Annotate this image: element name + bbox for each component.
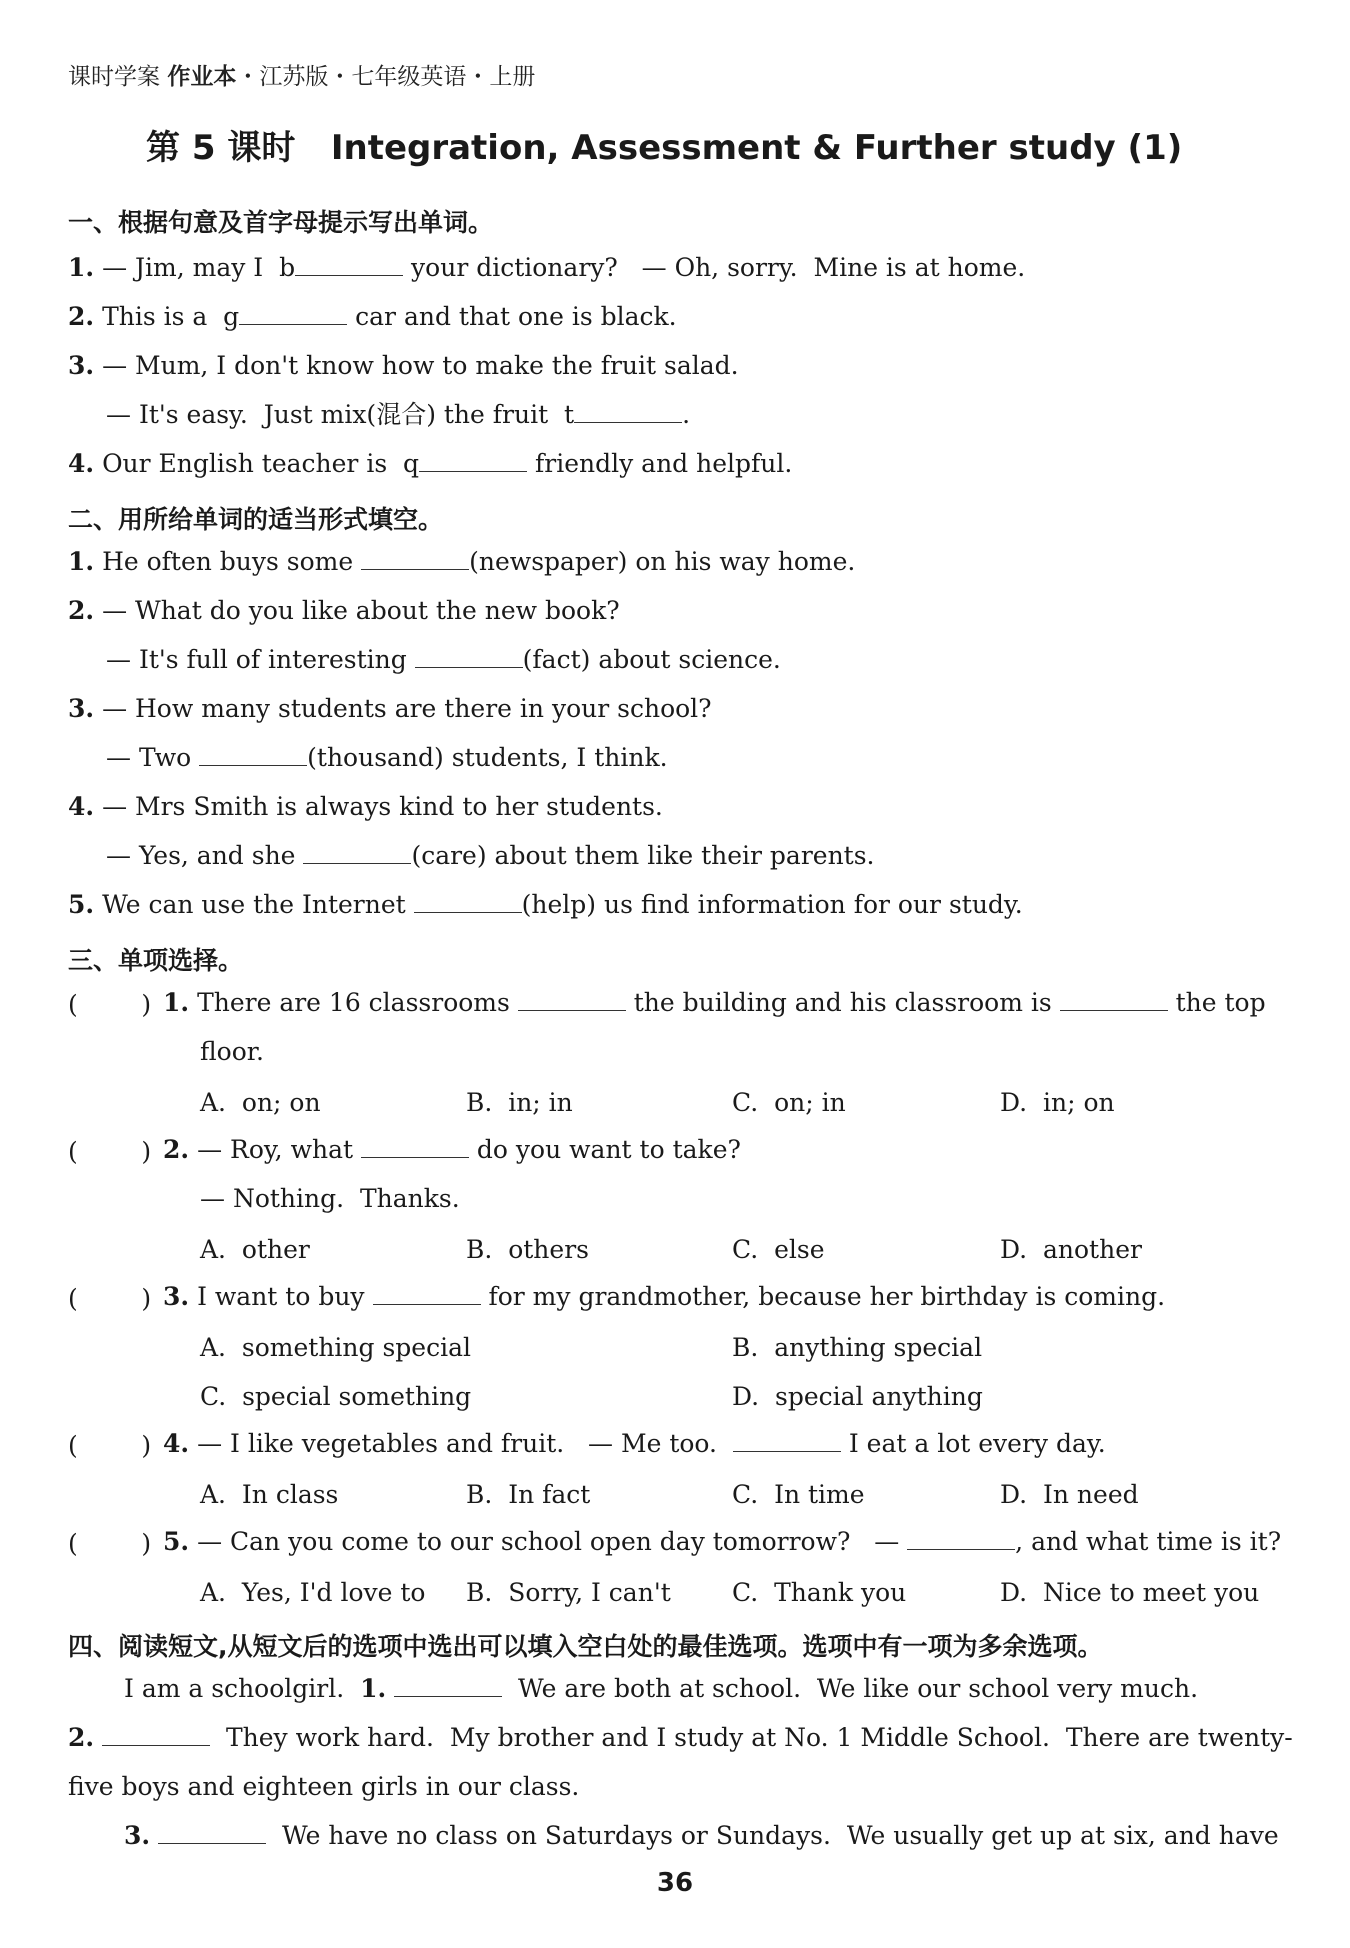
answer-paren[interactable]: ( ) — [68, 1529, 152, 1558]
question-text: . — [682, 400, 691, 429]
s2-q3 — [68, 696, 712, 721]
header-prefix: 课时学案 — [68, 64, 168, 90]
question-number: 4. — [68, 449, 95, 478]
s2-q5 — [68, 892, 1023, 917]
option-d[interactable]: D. special anything — [732, 1382, 983, 1411]
passage-text: They work hard. My brother and I study at No. 1 Middle School. There are twenty- — [210, 1723, 1293, 1752]
page-number: 36 — [656, 1868, 694, 1898]
section-3-heading: 三、单项选择。 — [68, 946, 244, 975]
question-text: — Jim, may I b — [102, 253, 296, 282]
section-4-heading: 四、阅读短文,从短文后的选项中选出可以填入空白处的最佳选项。选项中有一项为多余选项。 — [68, 1632, 1103, 1661]
option-c[interactable]: C. on; in — [732, 1088, 846, 1117]
s2-q4 — [68, 794, 663, 819]
s1-q4 — [68, 451, 792, 476]
s2-q2-reply — [106, 647, 781, 672]
answer-blank[interactable] — [158, 1823, 266, 1844]
question-text: — Can you come to our school open day tomorrow? — — [197, 1527, 908, 1556]
question-text: — Roy, what — [197, 1135, 361, 1164]
question-number: 5. — [68, 890, 95, 919]
s3-q4 — [163, 1431, 1106, 1456]
passage-text: I am a schoolgirl. — [124, 1674, 361, 1703]
option-a[interactable]: A. other — [200, 1235, 310, 1264]
answer-blank[interactable] — [239, 304, 347, 325]
header-suffix: ・江苏版・七年级英语・上册 — [236, 64, 536, 90]
question-text: — It's full of interesting — [106, 645, 415, 674]
answer-blank[interactable] — [303, 843, 411, 864]
question-text: I want to buy — [197, 1282, 373, 1311]
question-number: 3. — [163, 1282, 190, 1311]
question-text: do you want to take? — [468, 1135, 741, 1164]
question-text: — Two — [106, 743, 200, 772]
option-b[interactable]: B. anything special — [732, 1333, 983, 1362]
answer-blank[interactable] — [295, 255, 403, 276]
passage-text: We have no class on Saturdays or Sundays. We usually get up at six, and have — [266, 1821, 1279, 1850]
header-bold: 作业本 — [167, 64, 237, 90]
question-text: friendly and helpful. — [527, 449, 793, 478]
answer-paren[interactable]: ( ) — [68, 990, 152, 1019]
s3-q1 — [163, 990, 1266, 1015]
question-number: 1. — [68, 253, 95, 282]
s2-q4-reply — [106, 843, 875, 868]
option-a[interactable]: A. on; on — [200, 1088, 321, 1117]
s1-q2 — [68, 304, 677, 329]
question-text: the top — [1167, 988, 1266, 1017]
question-text: (newspaper) on his way home. — [469, 547, 856, 576]
s3-q3 — [163, 1284, 1165, 1309]
answer-blank[interactable] — [907, 1529, 1015, 1550]
answer-paren[interactable]: ( ) — [68, 1431, 152, 1460]
question-text: — Yes, and she — [106, 841, 304, 870]
option-c[interactable]: C. Thank you — [732, 1578, 907, 1607]
option-c[interactable]: C. special something — [200, 1382, 472, 1411]
question-text: (fact) about science. — [522, 645, 781, 674]
option-b[interactable]: B. Sorry, I can't — [466, 1578, 671, 1607]
question-text: — Mrs Smith is always kind to her students. — [102, 792, 663, 821]
answer-paren[interactable]: ( ) — [68, 1284, 152, 1313]
answer-blank[interactable] — [733, 1431, 841, 1452]
passage-line-3: five boys and eighteen girls in our class. — [68, 1772, 580, 1801]
answer-blank[interactable] — [373, 1284, 481, 1305]
question-text: — I like vegetables and fruit. — Me too. — [197, 1429, 733, 1458]
answer-blank[interactable] — [394, 1676, 502, 1697]
question-text: the building and his classroom is — [625, 988, 1060, 1017]
answer-blank[interactable] — [415, 647, 523, 668]
answer-blank[interactable] — [414, 892, 522, 913]
question-text: your dictionary? — Oh, sorry. Mine is at home. — [403, 253, 1026, 282]
s2-q3-reply — [106, 745, 668, 770]
answer-paren[interactable]: ( ) — [68, 1137, 152, 1166]
question-text: We can use the Internet — [102, 890, 414, 919]
answer-blank[interactable] — [102, 1725, 210, 1746]
question-number: 4. — [163, 1429, 190, 1458]
option-c[interactable]: C. In time — [732, 1480, 865, 1509]
question-text: for my grandmother, because her birthday is coming. — [480, 1282, 1166, 1311]
s2-q1 — [68, 549, 855, 574]
option-d[interactable]: D. in; on — [1000, 1088, 1115, 1117]
question-text: — Mum, I don't know how to make the fruit salad. — [102, 351, 739, 380]
answer-blank[interactable] — [1060, 990, 1168, 1011]
answer-blank[interactable] — [574, 402, 682, 423]
s3-q5 — [163, 1529, 1281, 1554]
option-b[interactable]: B. In fact — [466, 1480, 591, 1509]
question-text: car and that one is black. — [347, 302, 677, 331]
option-c[interactable]: C. else — [732, 1235, 825, 1264]
option-b[interactable]: B. others — [466, 1235, 589, 1264]
question-text: There are 16 classrooms — [197, 988, 518, 1017]
passage-line-1 — [124, 1676, 1198, 1701]
option-a[interactable]: A. In class — [200, 1480, 339, 1509]
question-number: 1. — [163, 988, 190, 1017]
blank-number: 3. — [124, 1821, 151, 1850]
answer-blank[interactable] — [518, 990, 626, 1011]
s1-q1 — [68, 255, 1025, 280]
passage-text: We are both at school. We like our school very much. — [502, 1674, 1199, 1703]
option-b[interactable]: B. in; in — [466, 1088, 573, 1117]
question-number: 2. — [68, 302, 95, 331]
lesson-title: 第 5 课时 Integration, Assessment & Further study (1) — [146, 128, 1183, 168]
s1-q3 — [68, 353, 739, 378]
passage-line-2 — [68, 1725, 1293, 1750]
section-1-heading: 一、根据句意及首字母提示写出单词。 — [68, 208, 494, 237]
blank-number: 2. — [68, 1723, 95, 1752]
question-number: 4. — [68, 792, 95, 821]
s3-q1-cont: floor. — [200, 1037, 264, 1066]
answer-blank[interactable] — [199, 745, 307, 766]
question-text: (help) us find information for our study. — [521, 890, 1023, 919]
page-header — [68, 58, 535, 91]
question-text: , and what time is it? — [1015, 1527, 1282, 1556]
option-a[interactable]: A. Yes, I'd love to — [200, 1578, 426, 1607]
question-number: 2. — [163, 1135, 190, 1164]
option-a[interactable]: A. something special — [200, 1333, 471, 1362]
answer-blank[interactable] — [361, 549, 469, 570]
passage-line-4 — [124, 1823, 1279, 1848]
question-number: 3. — [68, 694, 95, 723]
question-text: — What do you like about the new book? — [102, 596, 620, 625]
option-d[interactable]: D. Nice to meet you — [1000, 1578, 1260, 1607]
question-number: 1. — [68, 547, 95, 576]
question-text: (thousand) students, I think. — [307, 743, 668, 772]
answer-blank[interactable] — [361, 1137, 469, 1158]
s3-q2 — [163, 1137, 741, 1162]
question-text: — It's easy. Just mix(混合) the fruit t — [106, 400, 575, 429]
question-number: 2. — [68, 596, 95, 625]
question-text: I eat a lot every day. — [840, 1429, 1106, 1458]
option-d[interactable]: D. another — [1000, 1235, 1142, 1264]
question-text: Our English teacher is q — [102, 449, 420, 478]
answer-blank[interactable] — [419, 451, 527, 472]
question-number: 3. — [68, 351, 95, 380]
blank-number: 1. — [360, 1674, 387, 1703]
question-text: He often buys some — [102, 547, 362, 576]
question-text: — How many students are there in your school? — [102, 694, 712, 723]
s2-q2 — [68, 598, 620, 623]
question-number: 5. — [163, 1527, 190, 1556]
section-2-heading: 二、用所给单词的适当形式填空。 — [68, 505, 444, 534]
s1-q3-reply — [106, 402, 690, 427]
s3-q2-cont: — Nothing. Thanks. — [200, 1184, 460, 1213]
option-d[interactable]: D. In need — [1000, 1480, 1139, 1509]
question-text: (care) about them like their parents. — [411, 841, 875, 870]
question-text: This is a g — [102, 302, 240, 331]
